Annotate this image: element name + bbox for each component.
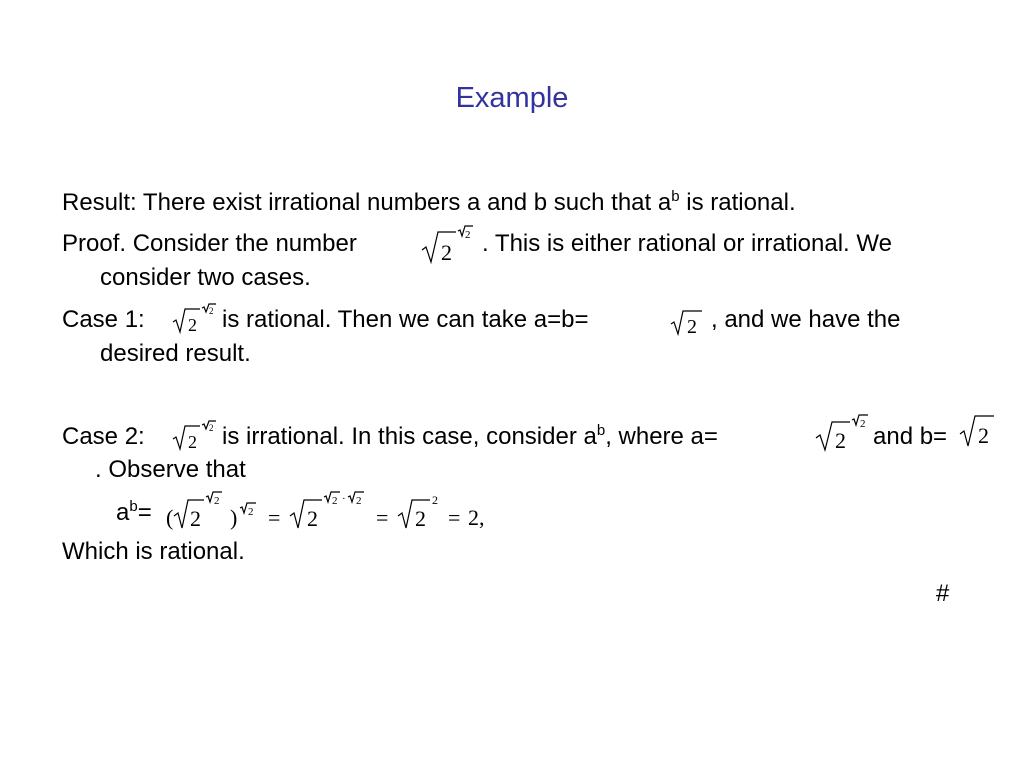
case1-label: Case 1: <box>62 306 145 333</box>
proof-line2: consider two cases. <box>100 264 311 291</box>
equation-eq: = <box>137 499 152 526</box>
proof-prefix: Proof. Consider the number <box>62 230 357 257</box>
sqrt2-power-sqrt2-case2 <box>172 421 220 453</box>
math-two: 2 <box>332 495 338 507</box>
math-two: 2 <box>209 423 214 433</box>
result-prefix: Result: There exist irrational numbers a and b such that a <box>62 189 672 216</box>
result-line <box>62 188 796 218</box>
case2-label: Case 2: <box>62 423 145 450</box>
slide-title: Example <box>455 82 569 114</box>
math-two: 2 <box>441 240 452 265</box>
sqrt2-case1 <box>670 306 706 338</box>
end-mark: # <box>936 580 950 607</box>
math-two: 2 <box>356 495 362 507</box>
result-sup: b <box>671 188 680 205</box>
sqrt2-power-sqrt2-case1 <box>172 304 220 336</box>
math-two: 2 <box>188 315 197 335</box>
math-two: 2 <box>307 506 318 531</box>
math-two: 2 <box>415 506 426 531</box>
case2-and-b: and b= <box>873 423 948 450</box>
math-two: 2 <box>432 493 438 507</box>
case2-line2: . Observe that <box>95 456 246 483</box>
math-two: 2 <box>188 432 197 452</box>
equals-sign: = <box>268 505 281 530</box>
math-two: 2 <box>835 428 846 453</box>
paren-close: ) <box>230 505 238 530</box>
case2-mid-line <box>222 422 718 452</box>
sqrt2-power-sqrt2-proof <box>420 226 476 266</box>
case2-sup: b <box>596 422 606 439</box>
sqrt2-b <box>958 414 998 450</box>
equation-lhs-line <box>116 498 152 528</box>
equation-lhs: a <box>116 499 130 526</box>
math-two: 2 <box>687 316 697 338</box>
math-two: 2 <box>209 306 214 316</box>
case1-mid: is rational. Then we can take a=b= <box>222 306 589 333</box>
math-two: 2 <box>465 229 471 241</box>
conclusion: Which is rational. <box>62 538 245 565</box>
case1-suffix: , and we have the <box>711 306 901 333</box>
math-dot: · <box>342 493 346 505</box>
math-two: 2 <box>214 495 220 507</box>
equals-sign: = <box>448 505 461 530</box>
math-two: 2 <box>860 418 866 430</box>
result-suffix: is rational. <box>679 189 796 216</box>
sqrt2-power-sqrt2-a <box>814 414 872 454</box>
case2-mid: is irrational. In this case, consider a <box>222 423 597 450</box>
equation-math <box>164 488 494 538</box>
proof-suffix: . This is either rational or irrational. We <box>482 230 892 257</box>
paren-open: ( <box>166 505 174 530</box>
equation-sup: b <box>129 498 138 515</box>
math-two: 2 <box>978 423 989 448</box>
case2-mid2: , where a= <box>605 423 718 450</box>
result-value: 2, <box>468 505 485 530</box>
equals-sign: = <box>376 505 389 530</box>
math-two: 2 <box>248 506 254 518</box>
math-two: 2 <box>190 506 201 531</box>
case1-line2: desired result. <box>100 340 251 367</box>
